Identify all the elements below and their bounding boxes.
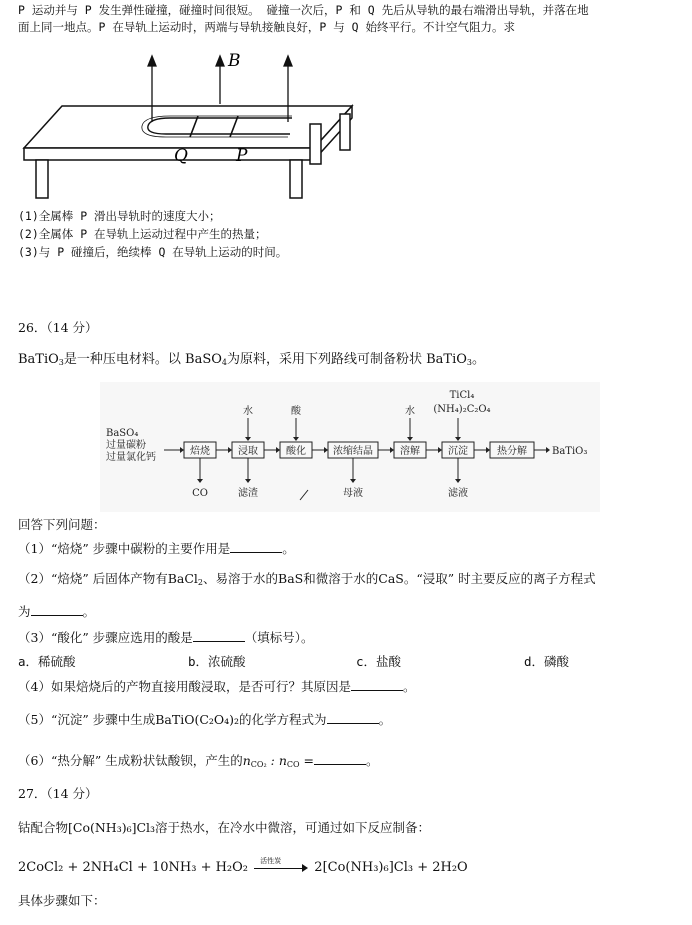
rod-label-q: Q xyxy=(174,146,188,166)
q27-intro: 钴配合物[Co(NH₃)₆]Cl₃溶于热水，在冷水中微溶，可通过如下反应制备： xyxy=(18,820,431,835)
reagent-oxalate: (NH₄)₂C₂O₄ xyxy=(433,404,491,415)
q26-sub5: （5）“沉淀” 步骤中生成BaTiO(C₂O₄)₂的化学方程式为 。 xyxy=(18,712,392,727)
input-cacl2: 过量氯化钙 xyxy=(106,452,156,463)
step-acidify: 酸化 xyxy=(286,446,306,457)
q26-sub3: （3）“酸化” 步骤应选用的酸是 （填标号）。 xyxy=(18,630,314,645)
answer-blank[interactable] xyxy=(31,604,83,616)
flow-product: BaTiO₃ xyxy=(552,446,588,457)
answer-blank[interactable] xyxy=(230,541,282,553)
field-label-b: B xyxy=(228,51,241,71)
answer-blank[interactable] xyxy=(314,753,366,765)
physics-question-2: (2)全属体 P 在导轨上运动过程中产生的热量； xyxy=(18,227,267,241)
q26-sub6: （6）“热分解” 生成粉状钛酸钡，产生的$n_{CO_2}$ : $n_{CO}$ = 。 xyxy=(18,753,379,769)
option-c: c．盐酸 xyxy=(356,654,402,669)
physics-intro-line2: 面上同一地点。P 在导轨上运动时，两端与导轨接触良好，P 与 Q 始终平行。不计空气阻力。求 xyxy=(18,20,515,34)
reaction-arrow: 活性炭 xyxy=(252,861,310,875)
output-mother-liquor: 母液 xyxy=(343,488,363,499)
reagent-acid: 酸 xyxy=(291,406,301,417)
reagent-water-2: 水 xyxy=(405,406,415,417)
q26-sub2-cont: 为 。 xyxy=(18,604,96,619)
output-residue-2: 滤液 xyxy=(448,488,468,499)
option-d: d．磷酸 xyxy=(524,654,570,669)
input-baso4: BaSO₄ xyxy=(106,428,139,439)
q27-header: 27．（14 分） xyxy=(18,786,98,801)
q26-intro: BaTiO$_3$是一种压电材料。以 BaSO$_4$为原料，采用下列路线可制备粉状 BaTiO$_3$。 xyxy=(18,352,486,367)
answer-blank[interactable] xyxy=(193,630,245,642)
rail-table-figure xyxy=(22,44,362,204)
q27-steps-prompt: 具体步骤如下： xyxy=(18,893,106,908)
step-decompose: 热分解 xyxy=(497,446,527,457)
physics-intro-line1: P 运动并与 P 发生弹性碰撞，碰撞时间很短。 碰撞一次后，P 和 Q 先后从导轨的最右端滑出导轨，并落在地 xyxy=(18,3,589,17)
physics-question-3: (3)与 P 碰撞后，绝续棒 Q 在导轨上运动的时间。 xyxy=(18,245,288,259)
step-precipitate: 沉淀 xyxy=(448,446,468,457)
output-co: CO xyxy=(192,488,208,499)
input-carbon: 过量碳粉 xyxy=(106,440,146,451)
option-b: b．浓硫酸 xyxy=(188,654,246,669)
answer-prompt: 回答下列问题： xyxy=(18,517,106,532)
answer-blank[interactable] xyxy=(327,712,379,724)
step-roast: 焙烧 xyxy=(190,446,210,457)
q26-sub1: （1）“焙烧” 步骤中碳粉的主要作用是 。 xyxy=(18,541,295,556)
q26-sub2: （2）“焙烧” 后固体产物有BaCl$_2$、易溶于水的BaS和微溶于水的CaS。“浸取” 时主要反应的离子方程式 xyxy=(18,571,596,587)
output-residue-1: 滤渣 xyxy=(238,488,258,499)
step-concentrate: 浓缩结晶 xyxy=(333,446,373,457)
physics-question-1: (1)全属棒 P 滑出导轨时的速度大小； xyxy=(18,209,221,223)
rod-label-p: P xyxy=(236,146,248,166)
option-a: a．稀硫酸 xyxy=(18,654,76,669)
q26-sub4: （4）如果焙烧后的产物直接用酸浸取，是否可行？其原因是 。 xyxy=(18,679,416,694)
process-flow-diagram xyxy=(100,382,600,512)
step-leach: 浸取 xyxy=(238,446,258,457)
q27-equation: 2CoCl₂ + 2NH₄Cl + 10NH₃ + H₂O₂ 活性炭 2[Co(NH₃)₆]Cl₃ + 2H₂O xyxy=(18,856,468,875)
step-dissolve: 溶解 xyxy=(400,446,420,457)
answer-blank[interactable] xyxy=(351,679,403,691)
reagent-water-1: 水 xyxy=(243,406,253,417)
q26-header: 26．（14 分） xyxy=(18,320,98,335)
reagent-ticl4: TiCl₄ xyxy=(449,390,475,401)
